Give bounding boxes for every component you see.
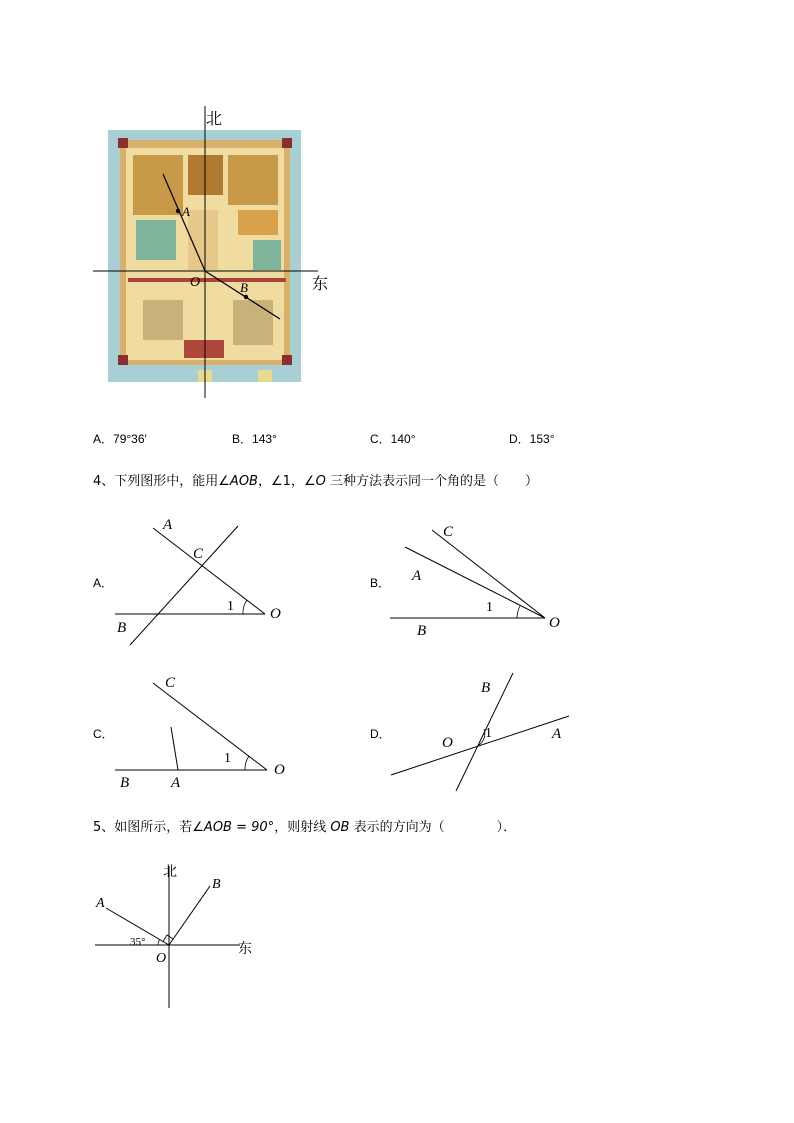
q5-suffix: 表示的方向为（ ）． <box>349 820 517 835</box>
q4-figure-d <box>385 665 585 795</box>
q4-angle-o: ∠O <box>303 474 326 489</box>
fig-c-label-b: B <box>120 775 130 791</box>
fig-c-label-a: A <box>171 775 181 791</box>
fig-b-label-o: O <box>549 615 560 631</box>
east-label: 东 <box>312 276 329 293</box>
q5-east-label: 东 <box>238 942 252 957</box>
q5-mid: ，则射线 <box>274 820 331 835</box>
q5-question <box>93 816 516 835</box>
q4-sep-1: ， <box>257 474 271 489</box>
q5-angle-35: 35° <box>130 936 146 948</box>
point-a-dot <box>176 209 180 213</box>
fig-a-label-b: B <box>117 620 127 636</box>
fig-d-label-a: A <box>552 726 562 742</box>
q4-option-d[interactable]: D． <box>370 727 391 741</box>
q3-option-b-letter: B． <box>232 432 253 446</box>
fig-b-label-a: A <box>412 568 422 584</box>
q4-option-a[interactable]: A． <box>93 576 114 590</box>
q4-option-b[interactable]: B． <box>370 576 391 590</box>
q3-option-c-text: 140° <box>390 432 416 446</box>
fig-b-label-c: C <box>443 524 454 540</box>
q4-option-c[interactable]: C． <box>93 727 114 741</box>
q3-option-b[interactable] <box>232 430 277 447</box>
q4-figure-b <box>385 510 585 650</box>
fig-a-label-c: C <box>193 546 204 562</box>
fig-b-angle-1: 1 <box>486 600 493 615</box>
fig-c-label-c: C <box>165 675 176 691</box>
q3-option-c[interactable] <box>370 430 416 447</box>
q4-figure-c <box>105 665 305 795</box>
fig-a-label-a: A <box>163 517 173 533</box>
origin-label: O <box>190 275 201 290</box>
q3-option-d-text: 153° <box>529 432 555 446</box>
fig-d-angle-1: 1 <box>485 726 492 741</box>
q5-label-a: A <box>96 896 105 911</box>
q4-suffix: 三种方法表示同一个角的是（ ） <box>325 474 538 489</box>
north-label: 北 <box>206 111 223 128</box>
fig-a-label-o: O <box>270 606 281 622</box>
point-a-label: A <box>182 204 190 219</box>
q5-north-label: 北 <box>163 865 177 880</box>
q3-option-a[interactable] <box>93 430 147 447</box>
q3-option-d-letter: D． <box>509 432 530 446</box>
q5-label-o: O <box>156 951 167 966</box>
q5-label-b: B <box>212 877 221 892</box>
q4-question <box>93 470 538 489</box>
q3-option-b-text: 143° <box>252 432 277 446</box>
q4-figure-a <box>105 510 305 650</box>
q3-option-a-text: 79°36′ <box>113 432 147 446</box>
fig-c-label-o: O <box>274 762 285 778</box>
q4-sep-2: ， <box>290 474 304 489</box>
fig-b-label-b: B <box>417 623 427 639</box>
q5-ray: OB <box>330 820 350 835</box>
q3-option-a-letter: A． <box>93 432 114 446</box>
q4-prefix: 4、下列图形中，能用 <box>93 474 219 489</box>
q3-option-d[interactable] <box>509 430 555 447</box>
q5-figure <box>90 856 270 1016</box>
q3-option-c-letter: C． <box>370 432 391 446</box>
point-b-dot <box>244 295 248 299</box>
q5-angle: ∠AOB = 90° <box>192 820 275 835</box>
q4-angle-1: ∠1 <box>271 474 291 489</box>
point-b-label: B <box>240 280 248 295</box>
fig-d-label-o: O <box>442 735 453 751</box>
fig-d-label-b: B <box>481 680 491 696</box>
fig-c-angle-1: 1 <box>224 751 231 766</box>
q5-prefix: 5、如图所示，若 <box>93 820 193 835</box>
palace-map-figure <box>88 100 348 400</box>
q4-angle-aob: ∠AOB <box>218 474 258 489</box>
fig-a-angle-1: 1 <box>227 599 234 614</box>
